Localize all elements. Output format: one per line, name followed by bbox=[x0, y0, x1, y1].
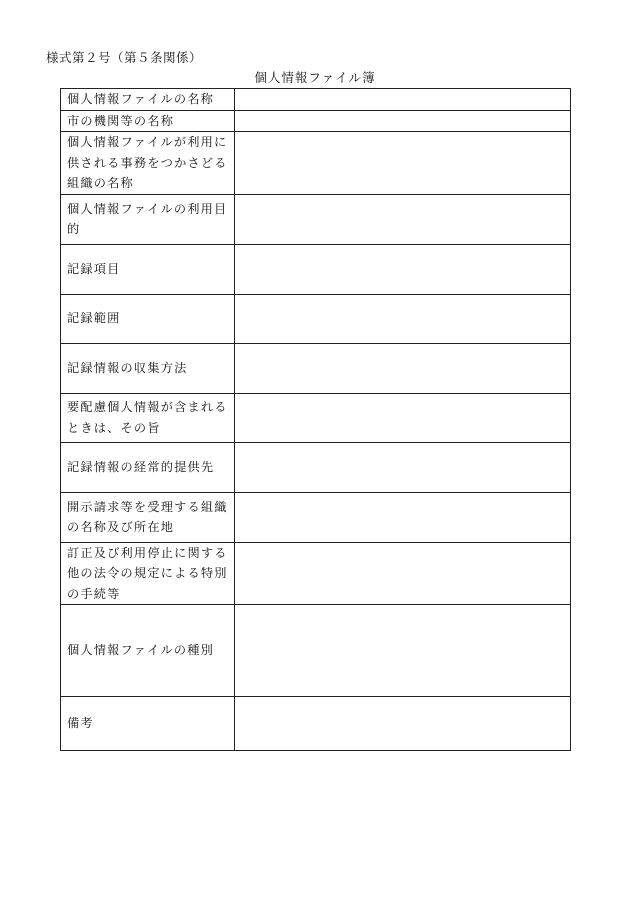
table-row bbox=[61, 244, 571, 294]
row-label: 市の機関等の名称 bbox=[61, 110, 235, 132]
row-label: 記録範囲 bbox=[61, 294, 235, 343]
table-row bbox=[61, 110, 571, 132]
row-value[interactable] bbox=[235, 542, 571, 605]
table-row bbox=[61, 343, 571, 393]
row-label: 要配慮個人情報が含まれるときは、その旨 bbox=[61, 393, 235, 442]
personal-info-file-register-table bbox=[60, 88, 571, 751]
table-row bbox=[61, 605, 571, 697]
row-value[interactable] bbox=[235, 697, 571, 751]
row-label: 訂正及び利用停止に関する他の法令の規定による特別の手続等 bbox=[61, 542, 235, 605]
row-value[interactable] bbox=[235, 294, 571, 343]
row-label: 記録項目 bbox=[61, 244, 235, 294]
table-row bbox=[61, 393, 571, 442]
row-value[interactable] bbox=[235, 244, 571, 294]
row-value[interactable] bbox=[235, 110, 571, 132]
table-row bbox=[61, 89, 571, 111]
table-row bbox=[61, 294, 571, 343]
row-value[interactable] bbox=[235, 89, 571, 111]
row-value[interactable] bbox=[235, 492, 571, 542]
table-row bbox=[61, 542, 571, 605]
row-label: 個人情報ファイルの種別 bbox=[61, 605, 235, 697]
row-value[interactable] bbox=[235, 393, 571, 442]
row-value[interactable] bbox=[235, 605, 571, 697]
row-value[interactable] bbox=[235, 132, 571, 195]
row-label: 開示請求等を受理する組織の名称及び所在地 bbox=[61, 492, 235, 542]
row-value[interactable] bbox=[235, 194, 571, 244]
table-row bbox=[61, 442, 571, 492]
row-label: 個人情報ファイルが利用に供される事務をつかさどる組織の名称 bbox=[61, 132, 235, 195]
row-label: 個人情報ファイルの名称 bbox=[61, 89, 235, 111]
row-label: 記録情報の経常的提供先 bbox=[61, 442, 235, 492]
row-value[interactable] bbox=[235, 442, 571, 492]
row-label: 個人情報ファイルの利用目的 bbox=[61, 194, 235, 244]
table-row bbox=[61, 492, 571, 542]
table-row bbox=[61, 194, 571, 244]
table-row bbox=[61, 132, 571, 195]
row-value[interactable] bbox=[235, 343, 571, 393]
form-number: 様式第２号（第５条関係） bbox=[46, 50, 203, 65]
document-title: 個人情報ファイル簿 bbox=[254, 70, 376, 85]
table-row bbox=[61, 697, 571, 751]
row-label: 記録情報の収集方法 bbox=[61, 343, 235, 393]
row-label: 備考 bbox=[61, 697, 235, 751]
